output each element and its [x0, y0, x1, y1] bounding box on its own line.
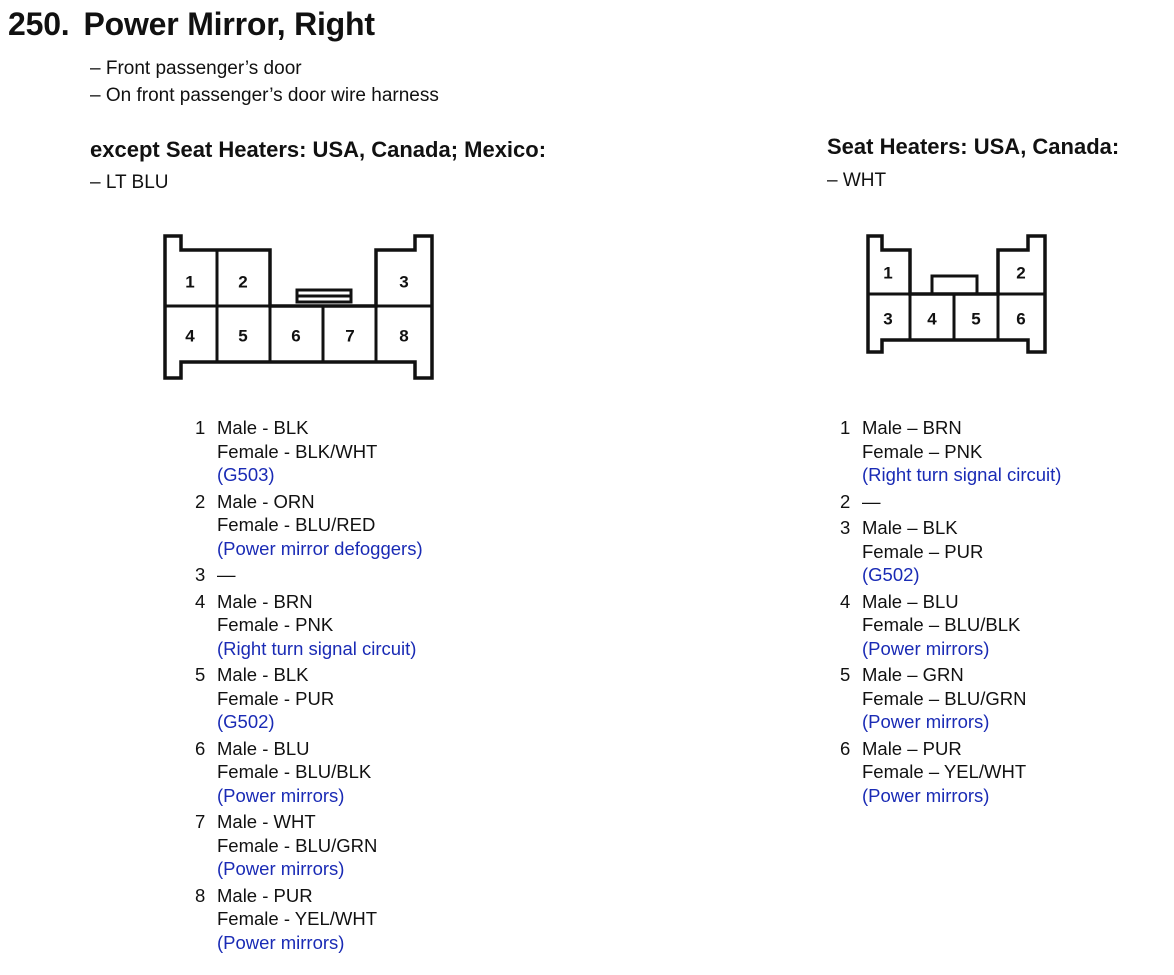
pin-male: —	[862, 490, 881, 512]
left-pin-list	[195, 416, 423, 954]
location-line-1: – Front passenger’s door	[90, 58, 302, 79]
pin-entry	[195, 590, 423, 661]
pin-female: Female – BLU/GRN	[862, 687, 1027, 709]
left-cell-label: 4	[185, 326, 195, 346]
pin-entry	[195, 490, 423, 561]
pin-entry	[840, 590, 1061, 661]
pin-circuit: (Power mirrors)	[217, 931, 345, 953]
pin-circuit: (Right turn signal circuit)	[217, 637, 417, 659]
pin-entry	[195, 810, 423, 881]
pin-male: Male – BLK	[862, 517, 958, 538]
pin-entry	[840, 516, 1061, 587]
pin-female: Female - YEL/WHT	[217, 908, 378, 929]
pin-female: Female - BLK/WHT	[217, 440, 378, 462]
pin-number: 6	[195, 737, 206, 759]
pin-circuit: (Power mirrors)	[862, 784, 990, 806]
pin-number: 3	[840, 517, 851, 538]
pin-male: —	[217, 564, 236, 585]
pin-female: Female - BLU/GRN	[217, 834, 378, 856]
left-cell-label: 8	[399, 326, 409, 346]
pin-entry	[840, 416, 1061, 487]
left-cell-label: 1	[185, 272, 195, 292]
pin-male: Male - BLK	[217, 417, 309, 438]
right-cell-label: 3	[883, 309, 893, 329]
pin-female: Female - PNK	[217, 614, 334, 635]
right-cell-label: 5	[971, 309, 981, 329]
pin-number: 4	[195, 590, 206, 612]
right-cell-label: 6	[1016, 309, 1026, 329]
pin-circuit: (Right turn signal circuit)	[862, 464, 1062, 485]
pin-number: 3	[195, 564, 206, 585]
right-section-heading: Seat Heaters: USA, Canada:	[827, 134, 1120, 159]
pin-entry	[195, 884, 423, 955]
pin-circuit: (G503)	[217, 464, 275, 485]
pin-number: 8	[195, 884, 206, 906]
pin-male: Male - BLU	[217, 737, 310, 759]
pin-circuit: (Power mirrors)	[862, 637, 990, 659]
pin-male: Male - WHT	[217, 811, 316, 832]
pin-number: 1	[840, 417, 851, 438]
left-connector-diagram	[150, 225, 450, 395]
left-cell-label: 7	[345, 326, 355, 346]
left-cell-label: 6	[291, 326, 301, 346]
pin-male: Male - BRN	[217, 590, 313, 612]
right-cell-label: 1	[883, 263, 893, 283]
left-connector-color: – LT BLU	[90, 172, 169, 193]
pin-female: Female - PUR	[217, 687, 335, 709]
pin-number: 7	[195, 811, 206, 832]
pin-number: 2	[195, 490, 206, 512]
right-connector-color: – WHT	[827, 170, 887, 191]
pin-entry	[195, 563, 423, 587]
left-section-heading: except Seat Heaters: USA, Canada; Mexico:	[90, 137, 547, 162]
pin-male: Male - PUR	[217, 884, 313, 906]
left-cell-label: 2	[238, 272, 248, 292]
pin-male: Male – BLU	[862, 590, 959, 612]
pin-entry	[840, 490, 1061, 514]
pin-female: Female – PUR	[862, 540, 984, 562]
location-line-2: – On front passenger’s door wire harness	[90, 85, 439, 106]
pin-number: 4	[840, 590, 851, 612]
pin-circuit: (Power mirrors)	[862, 711, 990, 732]
pin-circuit: (Power mirrors)	[217, 858, 345, 879]
page-title	[8, 6, 375, 43]
pin-female: Female – YEL/WHT	[862, 761, 1027, 782]
left-cell-label: 5	[238, 326, 248, 346]
pin-circuit: (G502)	[862, 564, 920, 585]
pin-circuit: (Power mirrors)	[217, 784, 345, 806]
right-connector-lock-tab	[932, 276, 977, 294]
pin-female: Female - BLU/BLK	[217, 761, 372, 782]
pin-number: 5	[840, 664, 851, 685]
pin-male: Male - ORN	[217, 490, 315, 512]
pin-entry	[195, 737, 423, 808]
pin-female: Female - BLU/RED	[217, 514, 376, 535]
pin-female: Female – BLU/BLK	[862, 614, 1021, 635]
pin-number: 6	[840, 737, 851, 759]
pin-male: Male – BRN	[862, 417, 962, 438]
pin-entry	[840, 737, 1061, 808]
pin-entry	[195, 416, 423, 487]
pin-entry	[195, 663, 423, 734]
pin-number: 5	[195, 664, 206, 685]
right-connector-diagram	[855, 225, 1060, 365]
pin-female: Female – PNK	[862, 440, 983, 462]
pin-circuit: (G502)	[217, 711, 275, 732]
title-name: Power Mirror, Right	[83, 6, 375, 42]
right-cell-label: 4	[927, 309, 937, 329]
pin-male: Male – GRN	[862, 664, 964, 685]
pin-male: Male – PUR	[862, 737, 962, 759]
title-number: 250.	[8, 6, 70, 42]
pin-circuit: (Power mirror defoggers)	[217, 537, 423, 559]
pin-number: 2	[840, 490, 851, 512]
pin-entry	[840, 663, 1061, 734]
right-cell-label: 2	[1016, 263, 1026, 283]
pin-male: Male - BLK	[217, 664, 309, 685]
pin-number: 1	[195, 417, 206, 438]
right-pin-list	[840, 416, 1061, 807]
left-cell-label: 3	[399, 272, 409, 292]
